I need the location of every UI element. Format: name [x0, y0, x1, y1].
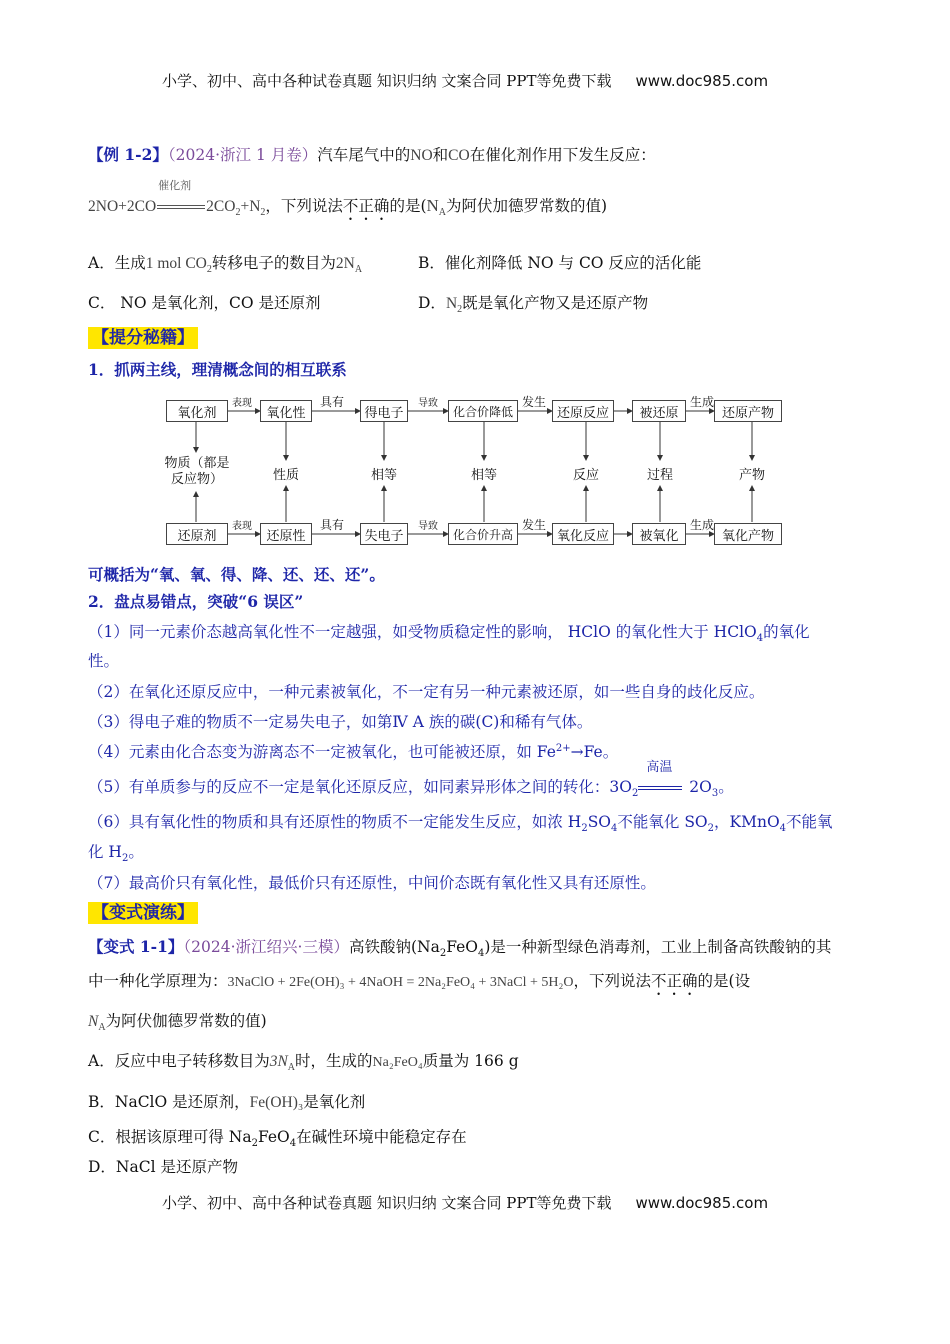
- link-occur-top: 发生: [522, 395, 547, 409]
- example-source: （2024·浙江 1 月卷）: [167, 146, 318, 164]
- option-c-text: C． NO 是氧化剂，CO 是还原剂: [88, 294, 321, 312]
- emphasis-not-correct: 不正确: [342, 197, 390, 215]
- practice-emphasis: 不正确: [651, 972, 698, 990]
- example-question-a: ，下列说法: [265, 197, 343, 215]
- practice-b-formula: Fe(OH)₃: [249, 1094, 304, 1111]
- practice-stem-a: 高铁酸钠(Na: [348, 938, 440, 956]
- node-gain-electron: 得电子: [360, 400, 408, 422]
- node-reducing-property: 还原性: [260, 523, 312, 545]
- high-temp-label: 高温: [646, 760, 673, 775]
- tip-5-a: （5）有单质参与的反应不一定是氧化还原反应，如同素异形体之间的转化：3O: [88, 778, 632, 796]
- node-reduction-product: 还原产物: [714, 400, 782, 422]
- practice-option-b[interactable]: [88, 1093, 365, 1113]
- practice-a-c: 质量为 166 g: [422, 1052, 519, 1070]
- practice-question-a: ，下列说法: [573, 972, 651, 990]
- tip-item-7: （7）最高价只有氧化性，最低价只有还原性，中间价态既有氧化性又具有还原性。: [88, 874, 656, 892]
- option-b-text: B．催化剂降低 NO 与 CO 反应的活化能: [418, 254, 702, 272]
- equation-right-b: +N: [240, 198, 261, 215]
- practice-a-b: 时，生成的: [295, 1052, 373, 1070]
- link-show-bottom: 表现: [232, 521, 252, 532]
- mid-process: 过程: [646, 468, 673, 483]
- option-d[interactable]: D．$N_2$既是氧化产物又是还原产物: [418, 294, 649, 316]
- mid-property: 性质: [272, 468, 299, 483]
- tip-item-2: （2）在氧化还原反应中，一种元素被氧化，不一定有另一种元素被还原，如一些自身的歧化反应。: [88, 683, 765, 701]
- node-oxidant: 氧化剂: [166, 400, 228, 422]
- header-text: 小学、初中、高中各种试卷真题 知识归纳 文案合同 PPT等免费下载: [162, 72, 612, 90]
- tip-6-g: 。: [128, 843, 144, 861]
- practice-option-d[interactable]: [88, 1158, 238, 1177]
- link-generate-top: 生成: [690, 395, 715, 409]
- tip-item-3: （3）得电子难的物质不一定易失电子，如第Ⅳ A 族的碳(C)和稀有气体。: [88, 713, 593, 731]
- practice-a-formula: Na₂FeO₄: [372, 1055, 423, 1070]
- practice-a-value: 3N: [269, 1053, 288, 1070]
- option-d-text: 既是氧化产物又是还原产物: [462, 294, 649, 312]
- tip-6-f: 化 H: [88, 843, 122, 861]
- practice-source: （2024·浙江绍兴·三模）: [183, 938, 349, 956]
- example-stem-b: 在催化剂作用下发生反应：: [469, 146, 656, 164]
- tip-5-c: 。: [718, 778, 734, 796]
- tips-title: [88, 328, 198, 348]
- formula-na: N: [426, 196, 439, 215]
- practice-question-line: $N_A$为阿伏伽德罗常数的值): [88, 1012, 267, 1034]
- practice-question-c: 为阿伏伽德罗常数的值): [105, 1012, 267, 1030]
- example-stem-a: 汽车尾气中的: [317, 146, 411, 164]
- tip-5-b: 2O: [684, 778, 712, 796]
- tip-6-c: 不能氧化 SO: [617, 813, 708, 831]
- link-have-top: 具有: [320, 395, 345, 409]
- mid-equal-1: 相等: [370, 468, 397, 483]
- link-cause-bottom: 导致: [418, 521, 438, 532]
- practice-equation-line: [88, 972, 750, 999]
- formula-no: NO: [410, 147, 433, 164]
- practice-stem-b: FeO: [446, 938, 478, 956]
- tip-item-6-cont: 化 $H_2$。: [88, 843, 144, 865]
- tip-item-6: （6）具有氧化性的物质和具有还原性的物质不一定能发生反应，如浓 $H_2SO_4$不能氧化 $SO_2$，KMnO$_4$不能氧: [88, 813, 833, 835]
- practice-c-c: 在碱性环境中能稳定存在: [296, 1128, 467, 1146]
- node-oxidizing-property: 氧化性: [260, 400, 312, 422]
- example-question-c: 为阿伏加德罗常数的值): [446, 197, 608, 215]
- tip-4-b: →Fe。: [570, 743, 619, 762]
- node-oxidation-reaction: 氧化反应: [552, 523, 614, 545]
- tip-6-b: SO: [587, 813, 612, 831]
- practice-d-text: D．NaCl 是还原产物: [88, 1158, 238, 1176]
- practice-title-text: 【变式演练】: [88, 902, 198, 924]
- practice-b-a: B．NaClO 是还原剂，: [88, 1093, 250, 1111]
- tips-title-text: 【提分秘籍】: [88, 327, 198, 349]
- practice-stem-d: 中一种化学原理为：: [88, 972, 228, 990]
- example-equation-line: 2NO+2CO 催化剂 $2CO_2+N_2$，下列说法不正确的是($N_A$为阿伏加德罗常数的值): [88, 179, 608, 219]
- footer-text: 小学、初中、高中各种试卷真题 知识归纳 文案合同 PPT等免费下载: [162, 1194, 612, 1212]
- tip-6-a: （6）具有氧化性的物质和具有还原性的物质不一定能发生反应，如浓 H: [88, 813, 582, 831]
- tip-item-5: （5）有单质参与的反应不一定是氧化还原反应，如同素异形体之间的转化：$3O_2$ 高温 $2O_3$。: [88, 760, 734, 800]
- tip-4-a: （4）元素由化合态变为游离态不一定被氧化，也可能被还原，如 Fe: [88, 743, 556, 762]
- tip-1-a: （1）同一元素价态越高氧化性不一定越强，如受物质稳定性的影响， HClO 的氧化性大于 HClO: [88, 623, 757, 641]
- high-temp-arrow: [638, 760, 684, 797]
- practice-equation: 3NaClO + 2Fe(OH)₃ + 4NaOH = 2Na₂FeO₄ + 3NaCl + 5H₂O: [227, 975, 574, 990]
- link-show-top: 表现: [232, 398, 252, 409]
- mid-equal-2: 相等: [470, 468, 497, 483]
- mid-reaction: 反应: [572, 468, 599, 483]
- formula-co: CO: [448, 147, 470, 164]
- option-c[interactable]: [88, 294, 320, 313]
- option-a-mid: 转移电子的数目为: [211, 254, 336, 272]
- option-a-label: A．生成: [88, 254, 146, 272]
- node-valence-decrease: 化合价降低: [448, 400, 518, 422]
- example-question-b: 的是(: [389, 197, 427, 215]
- practice-a-a: A．反应中电子转移数目为: [88, 1052, 270, 1070]
- node-reduction-reaction: 还原反应: [552, 400, 614, 422]
- practice-c-b: FeO: [257, 1128, 290, 1146]
- practice-stem-c: )是一种新型绿色消毒剂，工业上制备高铁酸钠的其: [484, 938, 832, 956]
- option-a[interactable]: A．生成1 mol $CO_2$转移电子的数目为$2N_A$: [88, 254, 363, 276]
- practice-stem: 【变式 1-1】（2024·浙江绍兴·三模）高铁酸钠$(Na_2FeO_4)$是一种新型绿色消毒剂，工业上制备高铁酸钠的其: [88, 937, 832, 960]
- footer-url[interactable]: www.doc985.com: [635, 1194, 769, 1212]
- tip-item-4: （4）元素由化合态变为游离态不一定被氧化，也可能被还原，如 $Fe^{2+}\to Fe$。: [88, 743, 619, 762]
- node-oxidation-product: 氧化产物: [714, 523, 782, 545]
- option-d-label: D．: [418, 294, 446, 312]
- tip-item-1-cont: 性。: [88, 652, 120, 670]
- link-have-bottom: 具有: [320, 518, 345, 532]
- header-url[interactable]: www.doc985.com: [635, 72, 769, 90]
- formula-na-sub: A: [438, 207, 447, 219]
- tip-6-e: 不能氧: [786, 813, 833, 831]
- node-valence-increase: 化合价升高: [448, 523, 518, 545]
- equation-right: 2CO: [206, 198, 236, 215]
- mid-substance: 物质（都是反应物）: [164, 456, 230, 487]
- page-header: [162, 70, 768, 91]
- link-occur-bottom: 发生: [522, 518, 547, 532]
- tip-1-b: 的氧化: [763, 623, 810, 641]
- example-and: 和: [432, 146, 449, 164]
- page-footer: [162, 1192, 768, 1213]
- example-tag: 【例 1-2】: [88, 145, 168, 164]
- practice-option-c[interactable]: C．根据该原理可得 $Na_2FeO_4$在碱性环境中能稳定存在: [88, 1128, 467, 1150]
- practice-b-b: 是氧化剂: [303, 1093, 366, 1111]
- option-b[interactable]: [418, 254, 701, 273]
- example-stem: [88, 146, 656, 166]
- catalyst-arrow: [156, 179, 206, 216]
- tips-heading-1: 1．抓两主线，理清概念间的相互联系: [88, 360, 347, 379]
- tips-heading-2: 2．盘点易错点，突破“6 误区”: [88, 592, 304, 611]
- practice-title: [88, 903, 198, 923]
- catalyst-label: 催化剂: [158, 179, 192, 192]
- option-a-value: 2N: [335, 255, 355, 272]
- tip-6-d: ，KMnO: [714, 813, 780, 831]
- node-oxidized: 被氧化: [632, 523, 686, 545]
- equation-left: 2NO+2CO: [88, 198, 157, 215]
- practice-tag: 【变式 1-1】: [88, 937, 184, 956]
- practice-question-b: 的是(设: [697, 972, 751, 990]
- tip-item-1: （1）同一元素价态越高氧化性不一定越强，如受物质稳定性的影响， HClO 的氧化性大于 HClO$_4$的氧化: [88, 623, 810, 645]
- practice-c-a: C．根据该原理可得 Na: [88, 1128, 252, 1146]
- node-reductant: 还原剂: [166, 523, 228, 545]
- node-lose-electron: 失电子: [360, 523, 408, 545]
- link-generate-bottom: 生成: [690, 518, 715, 532]
- link-cause-top: 导致: [418, 398, 438, 409]
- node-reduced: 被还原: [632, 400, 686, 422]
- practice-option-a[interactable]: A．反应中电子转移数目为$3N_A$时，生成的Na₂FeO₄质量为 166 g: [88, 1052, 519, 1074]
- tips-summary: 可概括为“氧、氧、得、降、还、还、还”。: [88, 565, 385, 584]
- option-d-formula: N: [445, 295, 458, 312]
- concept-diagram: [160, 390, 790, 555]
- mid-product: 产物: [738, 468, 765, 483]
- option-a-formula: 1 mol CO: [145, 255, 207, 272]
